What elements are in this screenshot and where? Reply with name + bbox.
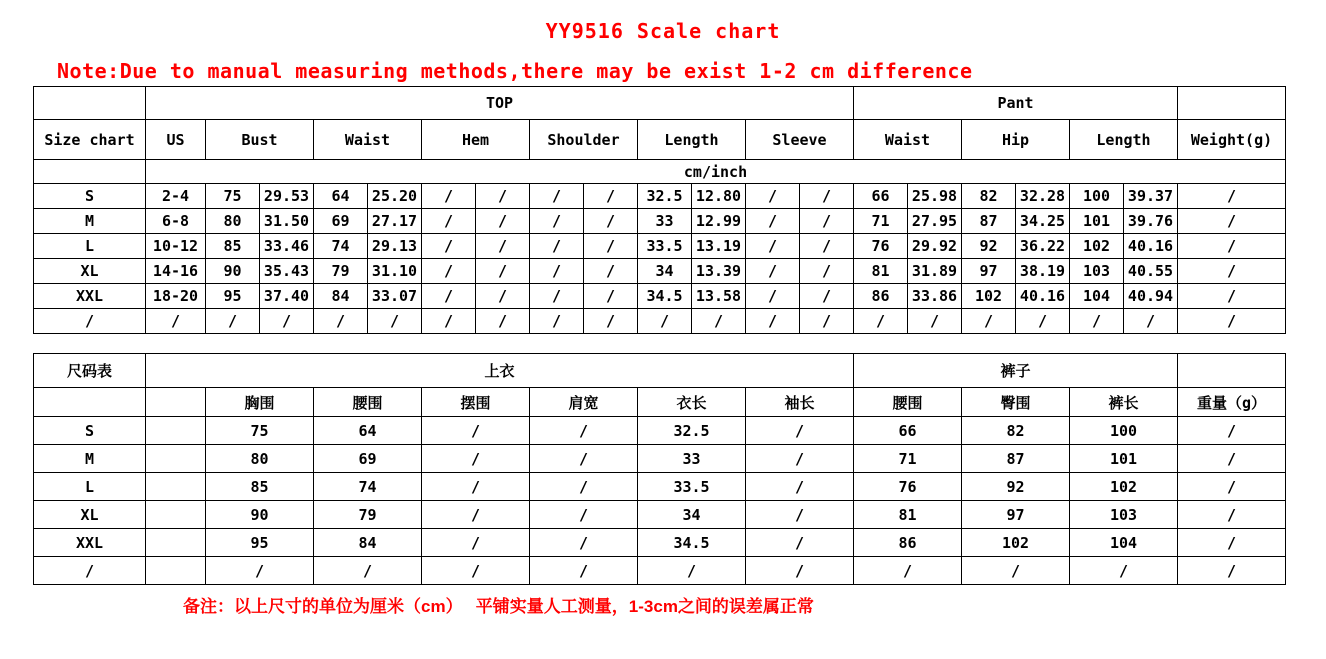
- data-cell: /: [800, 309, 854, 334]
- col-header: 袖长: [746, 388, 854, 417]
- data-cell: /: [746, 284, 800, 309]
- data-cell: 75: [206, 184, 260, 209]
- data-cell: /: [962, 309, 1016, 334]
- size-cell: M: [34, 445, 146, 473]
- data-cell: [146, 557, 206, 585]
- data-cell: /: [746, 184, 800, 209]
- data-cell: 33.46: [260, 234, 314, 259]
- table-row: [34, 209, 1286, 234]
- data-cell: /: [800, 259, 854, 284]
- col-header-us: US: [146, 120, 206, 160]
- data-cell: /: [746, 259, 800, 284]
- data-cell: 80: [206, 209, 260, 234]
- data-cell: /: [746, 557, 854, 585]
- data-cell: [146, 473, 206, 501]
- group-header-top: TOP: [146, 87, 854, 120]
- data-cell: /: [476, 284, 530, 309]
- data-cell: /: [800, 284, 854, 309]
- data-cell: /: [584, 309, 638, 334]
- data-cell: 34.5: [638, 529, 746, 557]
- data-cell: 10-12: [146, 234, 206, 259]
- data-cell: 37.40: [260, 284, 314, 309]
- data-cell: 81: [854, 501, 962, 529]
- data-cell: 82: [962, 184, 1016, 209]
- data-cell: /: [476, 184, 530, 209]
- data-cell: /: [584, 209, 638, 234]
- data-cell: 66: [854, 417, 962, 445]
- group-header-top-cn: 上衣: [146, 354, 854, 388]
- col-header: Sleeve: [746, 120, 854, 160]
- data-cell: 33: [638, 209, 692, 234]
- data-cell: 35.43: [260, 259, 314, 284]
- data-cell: 34: [638, 259, 692, 284]
- data-cell: 29.13: [368, 234, 422, 259]
- table-row: [34, 259, 1286, 284]
- col-header: Length: [638, 120, 746, 160]
- table: [33, 353, 1286, 585]
- data-cell: 90: [206, 259, 260, 284]
- data-cell: /: [422, 184, 476, 209]
- data-cell: /: [800, 234, 854, 259]
- data-cell: /: [1178, 284, 1286, 309]
- size-cell: L: [34, 473, 146, 501]
- size-cell: /: [34, 309, 146, 334]
- data-cell: 104: [1070, 529, 1178, 557]
- data-cell: /: [1178, 259, 1286, 284]
- data-cell: /: [746, 501, 854, 529]
- data-cell: 36.22: [1016, 234, 1070, 259]
- data-cell: [146, 501, 206, 529]
- data-cell: 82: [962, 417, 1070, 445]
- data-cell: /: [746, 309, 800, 334]
- data-cell: 66: [854, 184, 908, 209]
- data-cell: 29.92: [908, 234, 962, 259]
- blank-header: [146, 388, 206, 417]
- size-chart-table-cn: [33, 353, 1286, 585]
- data-cell: 74: [314, 473, 422, 501]
- data-cell: /: [1178, 501, 1286, 529]
- data-cell: /: [1178, 184, 1286, 209]
- data-cell: 40.16: [1016, 284, 1070, 309]
- data-cell: /: [638, 557, 746, 585]
- group-header-pant-cn: 裤子: [854, 354, 1178, 388]
- data-cell: /: [1178, 529, 1286, 557]
- data-cell: /: [1178, 557, 1286, 585]
- blank-cell: [34, 160, 146, 184]
- data-cell: /: [146, 309, 206, 334]
- data-cell: 92: [962, 234, 1016, 259]
- data-cell: /: [1178, 445, 1286, 473]
- data-cell: 38.19: [1016, 259, 1070, 284]
- table-row: [34, 120, 1286, 160]
- data-cell: [146, 529, 206, 557]
- data-cell: 31.10: [368, 259, 422, 284]
- col-header: 肩宽: [530, 388, 638, 417]
- data-cell: 6-8: [146, 209, 206, 234]
- data-cell: /: [422, 445, 530, 473]
- data-cell: 90: [206, 501, 314, 529]
- data-cell: 92: [962, 473, 1070, 501]
- data-cell: 39.37: [1124, 184, 1178, 209]
- data-cell: 33.07: [368, 284, 422, 309]
- table-row: [34, 557, 1286, 585]
- data-cell: 100: [1070, 417, 1178, 445]
- size-cell: M: [34, 209, 146, 234]
- data-cell: 27.17: [368, 209, 422, 234]
- data-cell: /: [314, 557, 422, 585]
- data-cell: /: [800, 184, 854, 209]
- data-cell: /: [422, 259, 476, 284]
- data-cell: 79: [314, 259, 368, 284]
- data-cell: /: [476, 259, 530, 284]
- data-cell: 34: [638, 501, 746, 529]
- data-cell: /: [746, 473, 854, 501]
- data-cell: /: [1178, 234, 1286, 259]
- data-cell: 33.86: [908, 284, 962, 309]
- data-cell: 33.5: [638, 234, 692, 259]
- col-header-size-chart-cn: 尺码表: [34, 354, 146, 388]
- size-cell: XL: [34, 501, 146, 529]
- data-cell: 40.55: [1124, 259, 1178, 284]
- table-row: [34, 160, 1286, 184]
- data-cell: /: [1070, 557, 1178, 585]
- data-cell: /: [638, 309, 692, 334]
- data-cell: 80: [206, 445, 314, 473]
- data-cell: 64: [314, 184, 368, 209]
- data-cell: 101: [1070, 445, 1178, 473]
- data-cell: /: [530, 417, 638, 445]
- col-header: Hip: [962, 120, 1070, 160]
- data-cell: 31.89: [908, 259, 962, 284]
- data-cell: /: [584, 184, 638, 209]
- data-cell: /: [746, 445, 854, 473]
- table-row: [34, 87, 1286, 120]
- blank-cell: [1178, 354, 1286, 388]
- data-cell: /: [206, 557, 314, 585]
- col-header: Bust: [206, 120, 314, 160]
- col-header: 胸围: [206, 388, 314, 417]
- data-cell: 27.95: [908, 209, 962, 234]
- data-cell: 25.20: [368, 184, 422, 209]
- data-cell: /: [530, 284, 584, 309]
- data-cell: 34.25: [1016, 209, 1070, 234]
- col-header: 衣长: [638, 388, 746, 417]
- col-header: Length: [1070, 120, 1178, 160]
- data-cell: 25.98: [908, 184, 962, 209]
- footnote-cn: 备注：以上尺寸的单位为厘米（cm） 平铺实量人工测量，1-3cm之间的误差属正常: [183, 597, 814, 616]
- data-cell: /: [476, 209, 530, 234]
- data-cell: 2-4: [146, 184, 206, 209]
- page-title: YY9516 Scale chart: [545, 19, 781, 43]
- data-cell: 86: [854, 529, 962, 557]
- data-cell: 64: [314, 417, 422, 445]
- data-cell: /: [746, 234, 800, 259]
- data-cell: /: [746, 209, 800, 234]
- data-cell: 103: [1070, 501, 1178, 529]
- data-cell: 14-16: [146, 259, 206, 284]
- data-cell: /: [1178, 209, 1286, 234]
- data-cell: 29.53: [260, 184, 314, 209]
- data-cell: /: [530, 529, 638, 557]
- size-cell: S: [34, 417, 146, 445]
- data-cell: /: [530, 184, 584, 209]
- data-cell: 95: [206, 529, 314, 557]
- data-cell: 100: [1070, 184, 1124, 209]
- data-cell: /: [422, 284, 476, 309]
- table-row: [34, 309, 1286, 334]
- data-cell: /: [1124, 309, 1178, 334]
- data-cell: /: [854, 309, 908, 334]
- data-cell: 13.58: [692, 284, 746, 309]
- col-header: 腰围: [314, 388, 422, 417]
- data-cell: 13.19: [692, 234, 746, 259]
- data-cell: [146, 445, 206, 473]
- data-cell: 18-20: [146, 284, 206, 309]
- size-cell: /: [34, 557, 146, 585]
- data-cell: 103: [1070, 259, 1124, 284]
- data-cell: 79: [314, 501, 422, 529]
- data-cell: 95: [206, 284, 260, 309]
- data-cell: 102: [962, 284, 1016, 309]
- data-cell: /: [422, 473, 530, 501]
- size-cell: XXL: [34, 284, 146, 309]
- data-cell: /: [530, 234, 584, 259]
- data-cell: 87: [962, 445, 1070, 473]
- data-cell: /: [422, 234, 476, 259]
- data-cell: 32.5: [638, 417, 746, 445]
- col-header: 摆围: [422, 388, 530, 417]
- table-row: [34, 354, 1286, 388]
- data-cell: 76: [854, 473, 962, 501]
- data-cell: 87: [962, 209, 1016, 234]
- data-cell: /: [530, 473, 638, 501]
- col-header-weight: Weight(g): [1178, 120, 1286, 160]
- data-cell: 12.99: [692, 209, 746, 234]
- data-cell: /: [314, 309, 368, 334]
- data-cell: 39.76: [1124, 209, 1178, 234]
- col-header: Waist: [314, 120, 422, 160]
- data-cell: 40.94: [1124, 284, 1178, 309]
- col-header-size-chart: Size chart: [34, 120, 146, 160]
- data-cell: 97: [962, 259, 1016, 284]
- data-cell: /: [530, 209, 584, 234]
- col-header: 腰围: [854, 388, 962, 417]
- col-header: 重量（g）: [1178, 388, 1286, 417]
- table-row: [34, 388, 1286, 417]
- table-row: [34, 501, 1286, 529]
- size-cell: XXL: [34, 529, 146, 557]
- data-cell: /: [422, 209, 476, 234]
- data-cell: /: [422, 417, 530, 445]
- data-cell: 102: [962, 529, 1070, 557]
- data-cell: 85: [206, 234, 260, 259]
- data-cell: 84: [314, 284, 368, 309]
- corner-cell: [34, 87, 146, 120]
- data-cell: 84: [314, 529, 422, 557]
- data-cell: 75: [206, 417, 314, 445]
- table-row: [34, 284, 1286, 309]
- data-cell: 81: [854, 259, 908, 284]
- data-cell: /: [206, 309, 260, 334]
- data-cell: 86: [854, 284, 908, 309]
- data-cell: 71: [854, 209, 908, 234]
- data-cell: /: [584, 284, 638, 309]
- data-cell: 40.16: [1124, 234, 1178, 259]
- col-header: Hem: [422, 120, 530, 160]
- data-cell: /: [530, 445, 638, 473]
- data-cell: /: [476, 309, 530, 334]
- unit-row-cell: cm/inch: [146, 160, 1286, 184]
- size-cell: S: [34, 184, 146, 209]
- table: [33, 86, 1286, 334]
- table-row: [34, 473, 1286, 501]
- size-cell: XL: [34, 259, 146, 284]
- data-cell: 32.28: [1016, 184, 1070, 209]
- data-cell: /: [422, 501, 530, 529]
- data-cell: 69: [314, 445, 422, 473]
- data-cell: 102: [1070, 234, 1124, 259]
- data-cell: 34.5: [638, 284, 692, 309]
- data-cell: /: [1016, 309, 1070, 334]
- table-row: [34, 184, 1286, 209]
- data-cell: /: [530, 309, 584, 334]
- table-row: [34, 529, 1286, 557]
- table-row: [34, 234, 1286, 259]
- data-cell: /: [1178, 417, 1286, 445]
- measuring-note: Note:Due to manual measuring methods,there may be exist 1-2 cm difference: [57, 59, 973, 83]
- data-cell: 74: [314, 234, 368, 259]
- size-chart-table-en: [33, 86, 1286, 334]
- data-cell: /: [260, 309, 314, 334]
- col-header: Shoulder: [530, 120, 638, 160]
- data-cell: /: [368, 309, 422, 334]
- data-cell: 33: [638, 445, 746, 473]
- data-cell: /: [746, 529, 854, 557]
- col-header: 臀围: [962, 388, 1070, 417]
- data-cell: /: [422, 309, 476, 334]
- data-cell: /: [1178, 473, 1286, 501]
- data-cell: 33.5: [638, 473, 746, 501]
- data-cell: /: [1070, 309, 1124, 334]
- data-cell: /: [854, 557, 962, 585]
- data-cell: 13.39: [692, 259, 746, 284]
- data-cell: 102: [1070, 473, 1178, 501]
- data-cell: 32.5: [638, 184, 692, 209]
- data-cell: /: [422, 529, 530, 557]
- data-cell: 104: [1070, 284, 1124, 309]
- data-cell: 12.80: [692, 184, 746, 209]
- data-cell: /: [530, 557, 638, 585]
- data-cell: 31.50: [260, 209, 314, 234]
- data-cell: 85: [206, 473, 314, 501]
- blank-cell: [1178, 87, 1286, 120]
- data-cell: /: [962, 557, 1070, 585]
- data-cell: /: [422, 557, 530, 585]
- data-cell: /: [800, 209, 854, 234]
- group-header-pant: Pant: [854, 87, 1178, 120]
- data-cell: 97: [962, 501, 1070, 529]
- data-cell: /: [1178, 309, 1286, 334]
- table-row: [34, 445, 1286, 473]
- data-cell: /: [476, 234, 530, 259]
- data-cell: /: [584, 259, 638, 284]
- data-cell: 76: [854, 234, 908, 259]
- data-cell: 71: [854, 445, 962, 473]
- data-cell: /: [908, 309, 962, 334]
- blank-header: [34, 388, 146, 417]
- data-cell: /: [584, 234, 638, 259]
- data-cell: /: [530, 501, 638, 529]
- col-header: Waist: [854, 120, 962, 160]
- data-cell: 101: [1070, 209, 1124, 234]
- table-row: [34, 417, 1286, 445]
- data-cell: /: [746, 417, 854, 445]
- data-cell: /: [530, 259, 584, 284]
- data-cell: [146, 417, 206, 445]
- data-cell: /: [692, 309, 746, 334]
- size-cell: L: [34, 234, 146, 259]
- col-header: 裤长: [1070, 388, 1178, 417]
- data-cell: 69: [314, 209, 368, 234]
